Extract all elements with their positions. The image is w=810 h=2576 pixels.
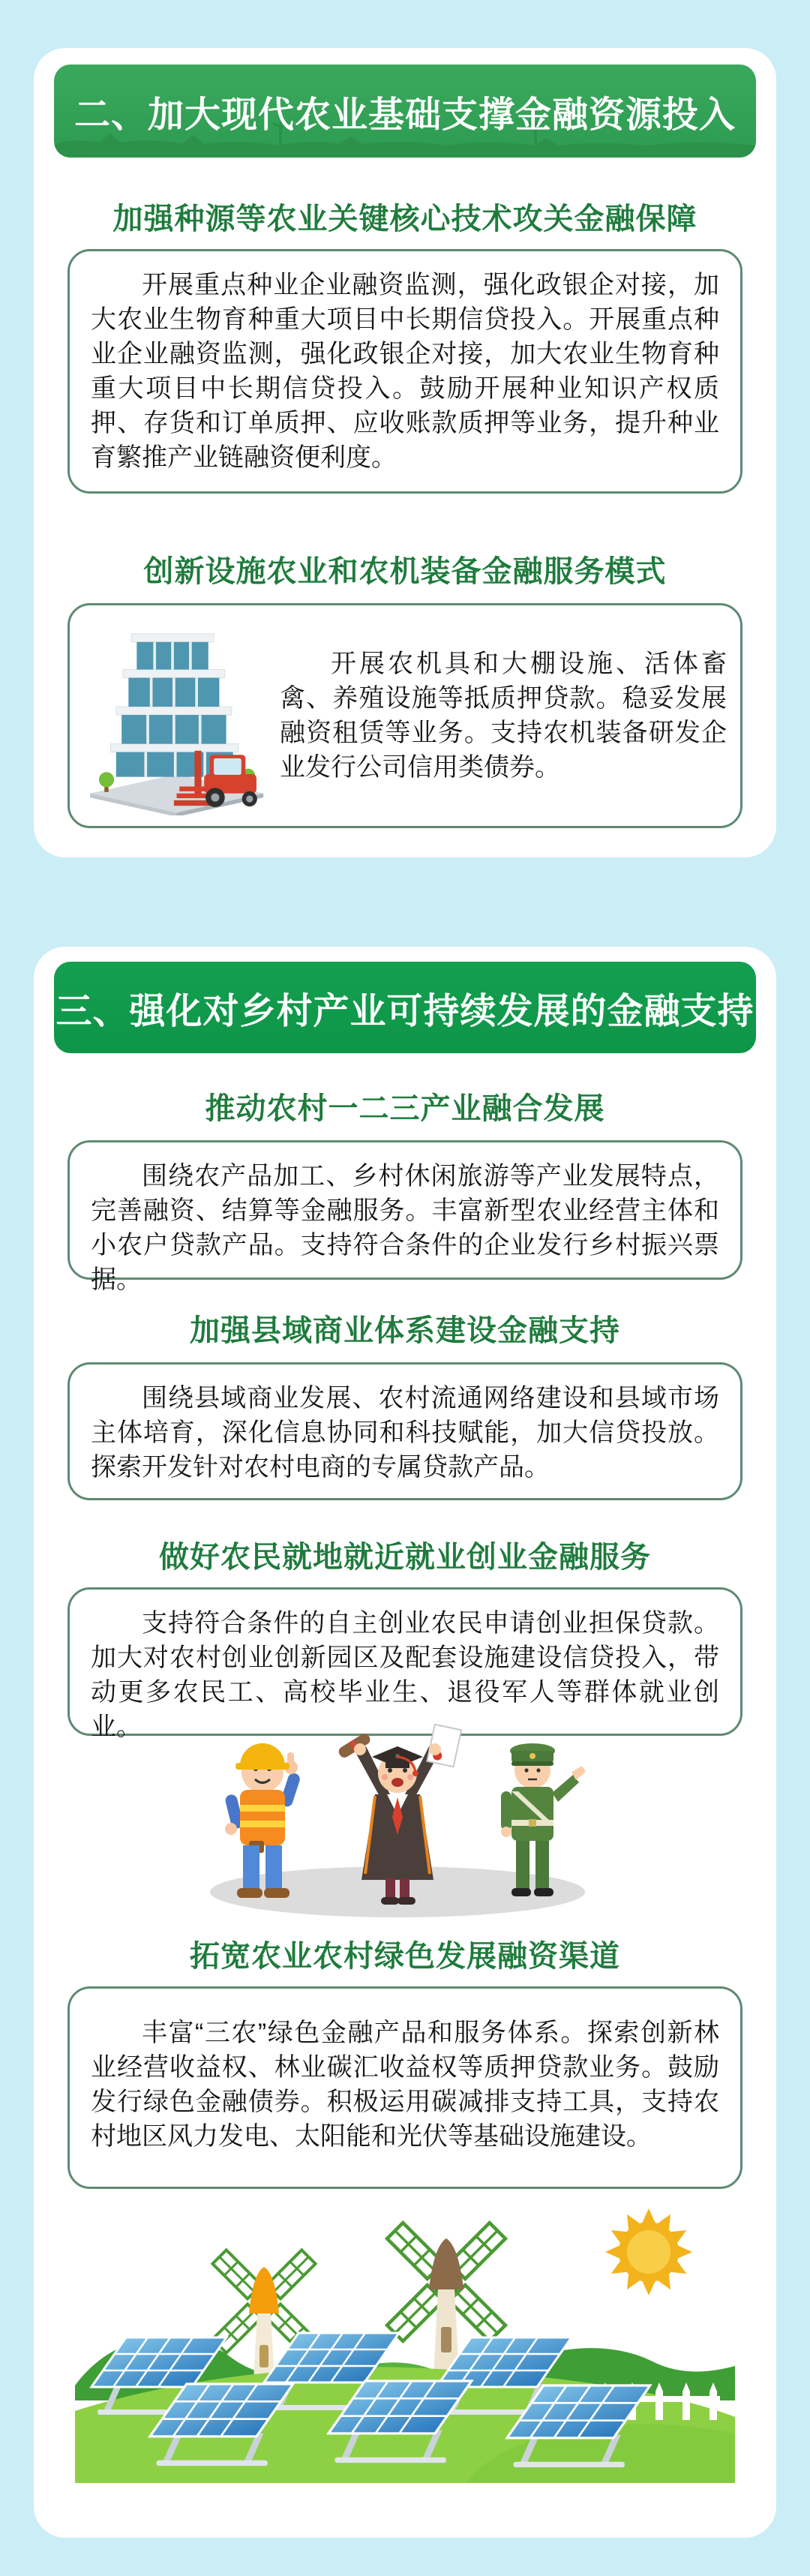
item-box-green-finance	[68, 1986, 742, 2189]
item-title-machinery-finance: 创新设施农业和农机装备金融服务模式	[143, 555, 667, 588]
item-body-employment-services: 支持符合条件的自主创业农民申请创业担保贷款。加大对农村创业创新园区及配套设施建设信贷投入，带动更多农民工、高校毕业生、退役军人等群体就业创业。	[91, 1609, 719, 1741]
item-box-seed-finance	[68, 249, 742, 494]
item-title-seed-finance: 加强种源等农业关键核心技术攻关金融保障	[112, 203, 698, 236]
worker-graduate-soldier-illustration	[188, 1703, 608, 1928]
item-body-machinery-finance: 开展农机具和大棚设施、活体畜禽、养殖设施等抵质押贷款。稳妥发展融资租赁等业务。支持农机装备研发企业发行公司信用类债券。	[280, 650, 727, 782]
item-body-seed-finance: 开展重点种业企业融资监测，强化政银企对接，加大农业生物育种重大项目中长期信贷投入。开展重点种业企业融资监测，强化政银企对接，加大农业生物育种重大项目中长期信贷投入。鼓励开展种业知识产权质押、存货和订单质押、应收账款质押等业务，提升种业育繁推产业链融资便利度。	[91, 271, 719, 472]
sun-icon	[605, 2208, 692, 2295]
item-title-green-finance: 拓宽农业农村绿色发展融资渠道	[190, 1940, 620, 1973]
section-2-banner-title: 二、加大现代农业基础支撑金融资源投入	[74, 95, 736, 135]
item-title-industry-integration: 推动农村一二三产业融合发展	[205, 1092, 605, 1125]
item-body-county-commerce: 围绕县域商业发展、农村流通网络建设和县域市场主体培育，深化信息协同和科技赋能，加大信贷投放。探索开发针对农村电商的专属贷款产品。	[91, 1384, 719, 1482]
item-box-industry-integration	[68, 1140, 742, 1294]
office-building-with-forklift-icon	[83, 616, 271, 815]
item-box-machinery-finance	[68, 603, 742, 828]
solar-panels-windmills-sun-illustration	[75, 2198, 735, 2483]
item-box-county-commerce	[68, 1362, 742, 1500]
item-title-employment-services: 做好农民就地就近就业创业金融服务	[159, 1541, 651, 1574]
section-2-banner	[54, 65, 756, 158]
item-body-industry-integration: 围绕农产品加工、乡村休闲旅游等产业发展特点，完善融资、结算等金融服务。丰富新型农业经营主体和小农户贷款产品。支持符合条件的企业发行乡村振兴票据。	[91, 1162, 719, 1294]
section-3-card	[34, 947, 776, 2538]
section-3-banner-title: 三、强化对乡村产业可持续发展的金融支持	[56, 991, 754, 1031]
section-2-card	[34, 48, 776, 857]
item-body-green-finance: 丰富“三农”绿色金融产品和服务体系。探索创新林业经营收益权、林业碳汇收益权等质押贷款业务。鼓励发行绿色金融债券。积极运用碳减排支持工具，支持农村地区风力发电、太阳能和光伏等基础设施建设。	[91, 2019, 719, 2151]
item-title-county-commerce: 加强县域商业体系建设金融支持	[190, 1314, 620, 1347]
section-3-banner	[54, 962, 756, 1053]
